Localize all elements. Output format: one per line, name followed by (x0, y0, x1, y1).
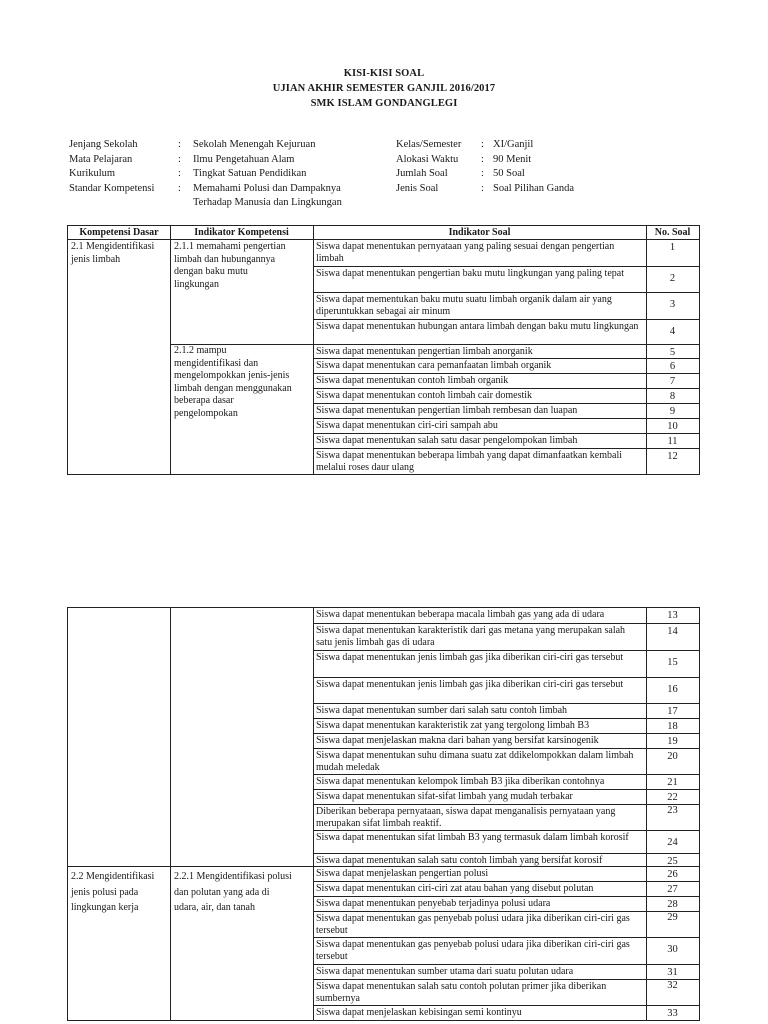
no-soal: 3 (669, 299, 676, 310)
info-value: Soal Pilihan Ganda (493, 182, 575, 194)
indikator-soal: Siswa dapat menentukan karakteristik dari gas metana yang merupakan salah satu jenis limbah gas di udara (316, 625, 626, 648)
indikator-soal: Diberikan beberapa pernyataan, siswa dapat menganalisis pernyataan yang merupakan sifat limbah reaktif. (316, 806, 616, 829)
table-row (313, 418, 699, 433)
indikator-soal: Siswa dapat menentukan penyebab terjadinya polusi udara (316, 898, 551, 909)
no-soal: 15 (667, 657, 678, 668)
no-soal: 31 (667, 967, 678, 978)
info-colon: : (178, 139, 181, 150)
info-label: Kurikulum (69, 168, 116, 179)
kd-cell (71, 869, 169, 916)
indikator-soal: Siswa dapat menjelaskan makna dari bahan yang bersifat karsinogenik (316, 735, 599, 746)
no-soal: 32 (667, 980, 678, 991)
no-soal: 4 (669, 326, 676, 337)
no-soal: 30 (667, 944, 678, 955)
indikator-soal: Siswa dapat menentukan jenis limbah gas jika diberikan ciri-ciri gas tersebut (316, 679, 624, 690)
info-label: Jenjang Sekolah (69, 139, 138, 150)
indikator-soal: Siswa dapat menentukan hubungan antara limbah dengan baku mutu lingkungan (316, 321, 639, 332)
indikator-soal: Siswa dapat menentukan pengertian baku mutu lingkungan yang paling tepat (316, 268, 624, 279)
header-kompetensi-dasar: Kompetensi Dasar (79, 227, 159, 238)
kd-line: 2.2 Mengidentifikasi (71, 871, 155, 882)
no-soal: 23 (667, 805, 678, 816)
ik-line: 2.1.2 mampu (174, 345, 227, 356)
table-row (313, 623, 699, 650)
indikator-soal: Siswa dapat menentukan gas penyebab polusi udara jika diberikan ciri-ciri gas tersebut (316, 939, 630, 962)
indikator-soal: Siswa dapat menentukan sifat-sifat limbah yang mudah terbakar (316, 791, 573, 802)
info-label: Mata Pelajaran (69, 153, 133, 165)
kd-cell (71, 241, 169, 266)
no-soal: 20 (667, 751, 678, 762)
table-row (313, 853, 699, 866)
no-soal: 8 (669, 391, 676, 402)
info-label: Jenis Soal (396, 182, 439, 194)
kd-line: 2.1 Mengidentifikasi (71, 241, 155, 252)
info-value: 50 Soal (493, 168, 525, 179)
no-soal: 27 (667, 884, 678, 895)
indikator-soal: Siswa dapat menjelaskan pengertian polusi (316, 868, 489, 879)
table-row (313, 344, 699, 358)
ik-cell (174, 241, 312, 291)
table-row (313, 911, 699, 937)
no-soal: 26 (667, 869, 678, 880)
ik-line: lingkungan (174, 278, 219, 290)
ik-line: udara, air, dan tanah (174, 902, 255, 913)
kisi-table-2 (67, 607, 700, 1021)
indikator-soal: Siswa dapat menentukan kelompok limbah B3 jika diberikan contohnya (316, 776, 605, 787)
indikator-soal: Siswa dapat menentukan jenis limbah gas jika diberikan ciri-ciri gas tersebut (316, 652, 624, 663)
ik-line: dan polutan yang ada di (174, 886, 270, 898)
table-row (313, 979, 699, 1005)
no-soal: 16 (667, 684, 678, 695)
table-row (313, 964, 699, 979)
info-label: Standar Kompetensi (69, 182, 155, 194)
ik-line: dengan baku mutu (174, 266, 248, 277)
kd-line: lingkungan kerja (71, 902, 139, 913)
table-row (313, 881, 699, 896)
ik-line: 2.2.1 Mengidentifikasi polusi (174, 871, 292, 882)
table-row (313, 319, 699, 344)
info-label: Alokasi Waktu (396, 153, 459, 165)
table-row (313, 266, 699, 292)
table-row (313, 448, 699, 475)
indikator-soal: Siswa dapat menentukan pernyataan yang paling sesuai dengan pengertian limbah (316, 241, 615, 264)
indikator-soal: Siswa dapat menentukan pengertian limbah anorganik (316, 346, 533, 357)
no-soal: 33 (667, 1008, 678, 1019)
info-value: Tingkat Satuan Pendidikan (193, 168, 307, 179)
table-row (313, 358, 699, 373)
table-row (313, 896, 699, 911)
indikator-soal: Siswa dapat menentukan salah satu dasar pengelompokan limbah (316, 435, 578, 446)
ik-cell (174, 345, 312, 420)
indikator-soal: Siswa dapat menentukan contoh limbah cair domestik (316, 390, 533, 401)
ik-line: limbah dan hubungannya (174, 253, 276, 265)
header-no-soal: No. Soal (654, 227, 691, 238)
info-colon: : (481, 182, 484, 194)
indikator-soal: Siswa dapat menentukan contoh limbah organik (316, 375, 509, 386)
info-colon: : (481, 168, 484, 179)
ik-line: pengelompokan (174, 407, 238, 419)
info-left (69, 138, 389, 210)
no-soal: 14 (667, 626, 678, 637)
no-soal: 25 (667, 856, 678, 867)
no-soal: 9 (669, 406, 676, 417)
table-row (313, 433, 699, 448)
no-soal: 10 (667, 421, 678, 432)
no-soal: 21 (667, 777, 678, 788)
indikator-soal: Siswa dapat menentukan sifat limbah B3 yang termasuk dalam limbah korosif (316, 832, 629, 843)
info-value: Ilmu Pengetahuan Alam (193, 153, 295, 165)
indikator-soal: Siswa dapat menentukan salah satu contoh polutan primer jika diberikan sumbernya (316, 981, 607, 1004)
info-right (396, 138, 696, 198)
no-soal: 29 (667, 912, 678, 923)
indikator-soal: Siswa dapat menentukan pengertian limbah rembesan dan luapan (316, 405, 578, 416)
table-row (313, 388, 699, 403)
ik-line: limbah dengan menggunakan (174, 382, 292, 394)
table-row (313, 608, 699, 623)
doc-subtitle-school: SMK ISLAM GONDANGLEGI (310, 98, 458, 109)
info-value: XI/Ganjil (493, 139, 534, 150)
indikator-soal: Siswa dapat menentukan sumber utama dari suatu polutan udara (316, 966, 574, 977)
table-row (313, 650, 699, 677)
kd-line: jenis polusi pada (71, 886, 139, 898)
indikator-soal: Siswa dapat menentukan suhu dimana suatu zat ddikelompokkan dalam limbah mudah meledak (316, 750, 634, 773)
indikator-soal: Siswa dapat menentukan cara pemanfaatan limbah organik (316, 360, 552, 371)
indikator-soal: Siswa dapat menentukan sumber dari salah satu contoh limbah (316, 705, 568, 716)
no-soal: 7 (669, 376, 676, 387)
doc-subtitle-exam: UJIAN AKHIR SEMESTER GANJIL 2016/2017 (272, 83, 496, 94)
info-label: Kelas/Semester (396, 139, 462, 150)
info-value: 90 Menit (493, 153, 532, 165)
no-soal: 12 (667, 451, 678, 462)
table-row (313, 703, 699, 718)
indikator-soal: Siswa dapat menentukan ciri-ciri zat atau bahan yang disebut polutan (316, 883, 594, 894)
header-indikator-soal: Indikator Soal (448, 227, 511, 238)
table-row (313, 748, 699, 774)
indikator-soal: Siswa dapat menentukan ciri-ciri sampah abu (316, 420, 498, 431)
ik-line: 2.1.1 memahami pengertian (174, 241, 286, 252)
no-soal: 5 (669, 347, 676, 358)
indikator-soal: Siswa dapat menentukan salah satu contoh limbah yang bersifat korosif (316, 855, 603, 866)
no-soal: 19 (667, 736, 678, 747)
indikator-soal: Siswa dapat menentukan karakteristik zat yang tergolong limbah B3 (316, 720, 590, 731)
no-soal: 28 (667, 899, 678, 910)
info-colon: : (481, 139, 484, 150)
table-row (313, 718, 699, 733)
table-row (313, 373, 699, 388)
kisi-table-1 (67, 225, 700, 475)
no-soal: 1 (669, 242, 676, 253)
ik-line: beberapa dasar (174, 395, 234, 406)
info-value: Memahami Polusi dan Dampaknya (193, 182, 341, 194)
indikator-soal: Siswa dapat menentukan gas penyebab polusi udara jika diberikan ciri-ciri gas tersebut (316, 913, 630, 936)
no-soal: 13 (667, 610, 678, 621)
info-label: Jumlah Soal (396, 168, 448, 179)
table-row (313, 403, 699, 418)
table-row (313, 292, 699, 319)
ik-line: mengidentifikasi dan (174, 357, 259, 369)
indikator-soal: Siswa dapat menentukan beberapa macala limbah gas yang ada di udara (316, 609, 605, 620)
table-row (313, 937, 699, 964)
no-soal: 2 (669, 273, 676, 284)
indikator-soal: Siswa dapat menentukan beberapa limbah yang dapat dimanfaatkan kembali melalui roses daur ulang (316, 450, 623, 473)
no-soal: 24 (667, 837, 678, 848)
table-row (313, 774, 699, 789)
ik-line: mengelompokkan jenis-jenis (174, 370, 290, 381)
header-indikator-kompetensi: Indikator Kompetensi (194, 227, 289, 238)
no-soal: 11 (667, 436, 678, 447)
ik-cell (174, 869, 312, 916)
table-row (313, 804, 699, 830)
doc-title: KISI-KISI SOAL (343, 68, 425, 79)
info-colon: : (178, 168, 181, 179)
info-colon: : (178, 153, 181, 165)
indikator-soal: Siswa dapat menjelaskan kebisingan semi kontinyu (316, 1007, 522, 1018)
no-soal: 18 (667, 721, 678, 732)
indikator-soal: Siswa dapat mementukan baku mutu suatu limbah organik dalam air yang diperuntukkan sebagai air minum (316, 294, 612, 317)
table-row (313, 1005, 699, 1020)
no-soal: 6 (669, 361, 676, 372)
table-row (313, 789, 699, 804)
table-row (313, 733, 699, 748)
info-value-cont: Terhadap Manusia dan Lingkungan (193, 197, 342, 208)
info-value: Sekolah Menengah Kejuruan (193, 139, 316, 150)
table-row (313, 239, 699, 266)
table-row (313, 866, 699, 881)
kd-line: jenis limbah (71, 253, 121, 265)
info-colon: : (178, 182, 181, 194)
no-soal: 17 (667, 706, 678, 717)
table-row (313, 677, 699, 703)
no-soal: 22 (667, 792, 678, 803)
info-colon: : (481, 153, 484, 165)
